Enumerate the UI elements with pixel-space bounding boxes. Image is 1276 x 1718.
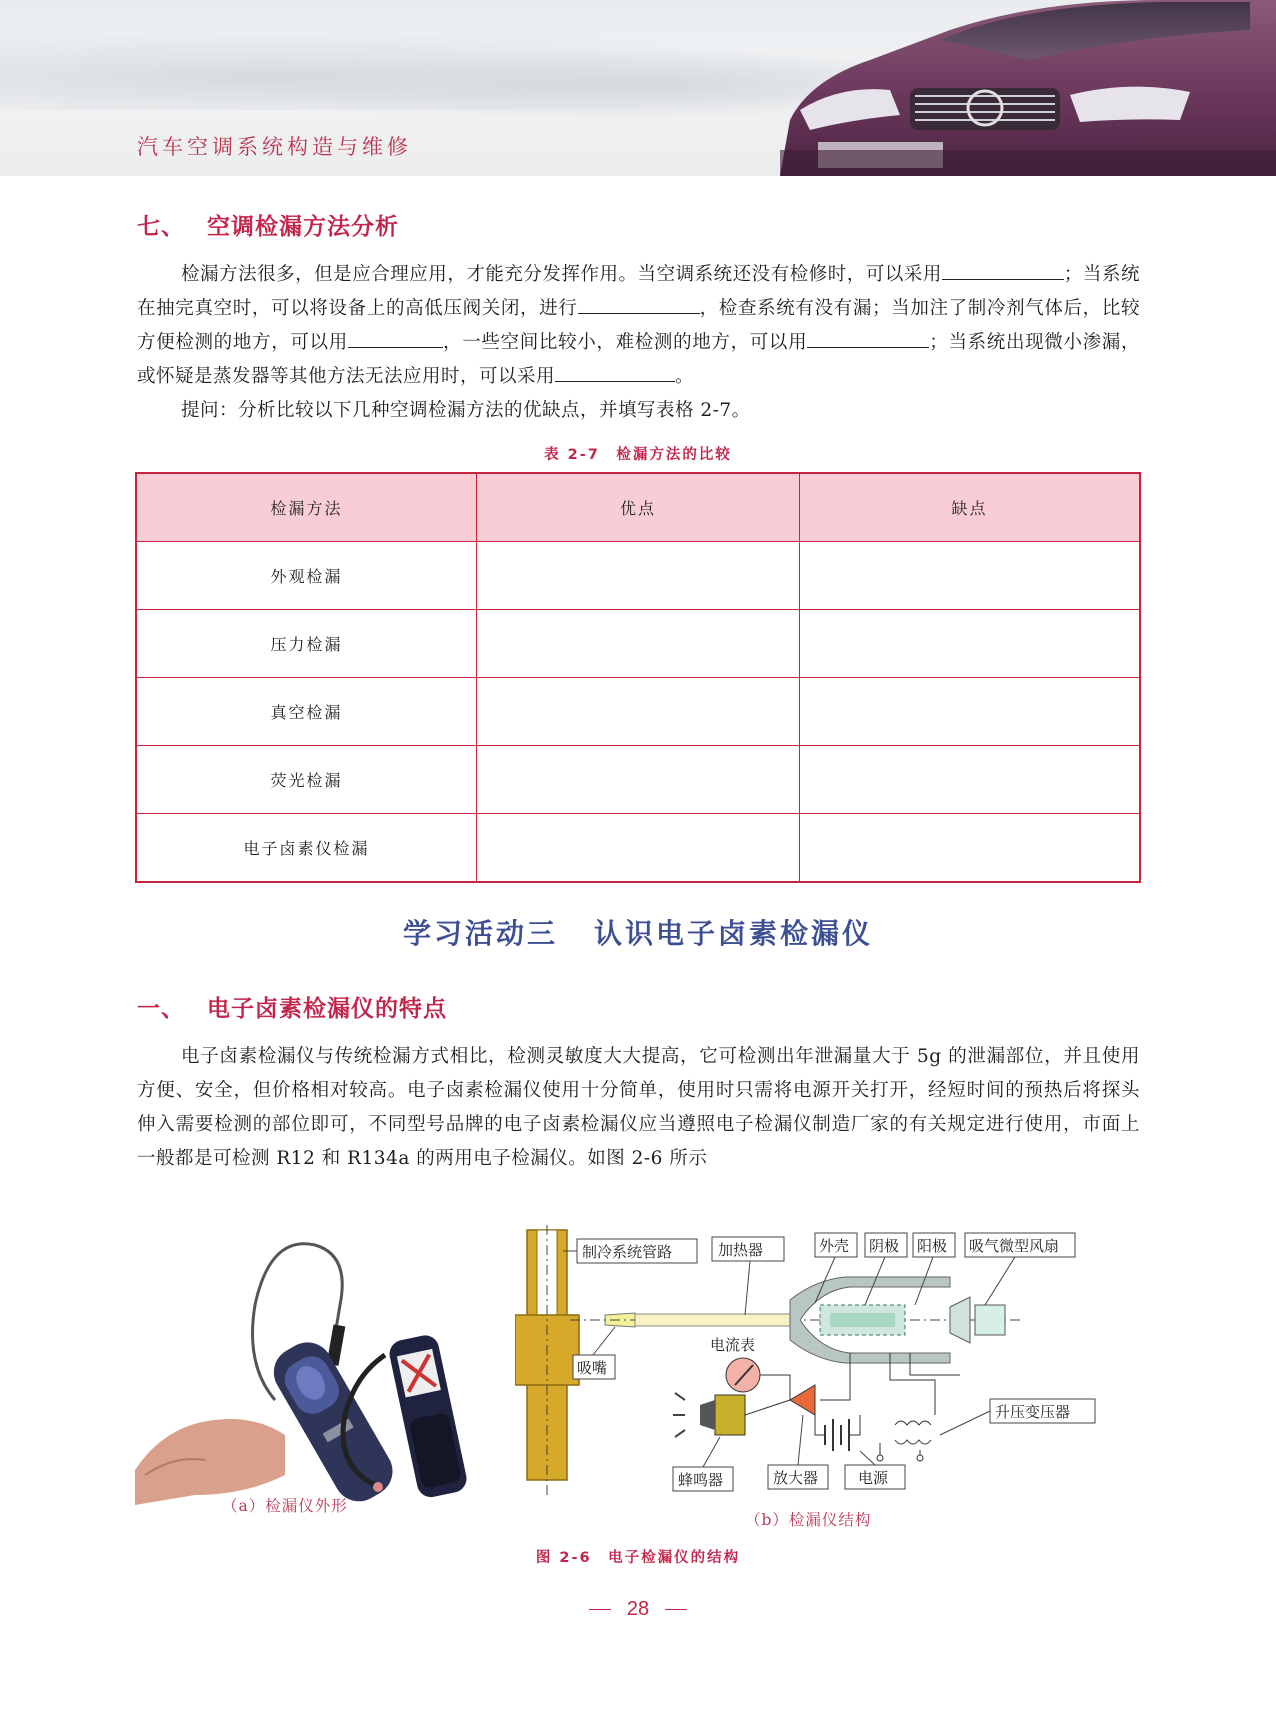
leak-detector-diagram [515,1225,1160,1505]
page-number-value: 28 [626,1598,650,1620]
section-title: 电子卤素检漏仪的特点 [207,996,447,1022]
figure-caption: 图 2-6 电子检漏仪的结构 [535,1550,741,1566]
page-number [0,1598,1276,1621]
diagram-label-transformer: 升压变压器 [995,1403,1071,1421]
table-row [136,610,1140,678]
answer-blank[interactable] [942,259,1064,280]
section-heading [137,208,399,241]
section-title: 空调检漏方法分析 [207,214,399,240]
question-text: 提问：分析比较以下几种空调检漏方法的优缺点，并填写表格 2-7。 [181,400,751,421]
body-paragraph [137,1040,1140,1176]
pros-cell[interactable] [477,746,800,814]
method-cell: 真空检漏 [136,678,477,746]
page-header [0,0,1276,176]
diagram-label-heater: 加热器 [718,1241,764,1259]
paragraph-text: 检漏方法很多，但是应合理应用，才能充分发挥作用。当空调系统还没有检修时，可以采用 [181,264,942,285]
paragraph-text: ，检查系统有没有漏；当加注了制冷剂气体后，比较方便检测的地方，可以用 [137,298,1140,353]
diagram-label-fan: 吸气微型风扇 [969,1237,1060,1255]
activity-title: 认识电子卤素检漏仪 [594,917,874,950]
table-row [136,678,1140,746]
diagram-label-amplifier: 放大器 [773,1469,819,1487]
answer-blank[interactable] [555,361,675,382]
section-number: 七、 [137,214,185,240]
method-cell: 外观检漏 [136,542,477,610]
cons-cell[interactable] [800,746,1141,814]
paragraph-text: 电子卤素检漏仪与传统检漏方式相比，检测灵敏度大大提高，它可检测出年泄漏量大于 5g 的泄漏部位，并且使用方便、安全，但价格相对较高。电子卤素检漏仪使用十分简单，使用时只需将电源开关打开，经短时间的预热后将探头伸入需要检测的部位即可，不同型号品牌的电子卤素检漏仪应当遵照电子检漏仪制造厂家的有关规定进行使用，市面上一般都是可检测 R12 和 R134a 的两用电子检漏仪。如图 2-6 所示 [137,1046,1140,1169]
diagram-label-power: 电源 [858,1469,889,1487]
section-number: 一、 [137,996,185,1022]
column-header: 检漏方法 [136,473,477,542]
page-number-dash [665,1609,687,1610]
table-caption: 表 2-7 检漏方法的比较 [544,447,732,463]
comparison-table [135,472,1141,883]
cons-cell[interactable] [800,814,1141,883]
diagram-label-nozzle: 吸嘴 [577,1359,608,1377]
pros-cell[interactable] [477,678,800,746]
answer-blank[interactable] [348,327,443,348]
cons-cell[interactable] [800,610,1141,678]
answer-blank[interactable] [578,293,700,314]
figure-caption-a: （a）检漏仪外形 [222,1497,348,1515]
method-cell: 电子卤素仪检漏 [136,814,477,883]
leak-detector-photo [135,1225,495,1515]
diagram-label-cathode: 阴极 [869,1237,900,1255]
diagram-label-buzzer: 蜂鸣器 [678,1471,724,1489]
figure-caption-b: （b）检漏仪结构 [745,1511,872,1529]
diagram-label-anode: 阳极 [917,1237,948,1255]
car-illustration [780,0,1276,176]
diagram-label-ammeter: 电流表 [710,1336,756,1354]
paragraph-text: ；当系统在抽完真空时，可以将设备上的高低压阀关闭，进行 [137,264,1140,319]
answer-blank[interactable] [807,327,929,348]
paragraph-text: ；当系统出现微小渗漏，或怀疑是蒸发器等其他方法无法应用时，可以采用 [137,332,1140,387]
table-row [136,814,1140,883]
activity-label: 学习活动三 [402,917,558,950]
cons-cell[interactable] [800,678,1141,746]
page-number-dash [589,1609,611,1610]
method-cell: 压力检漏 [136,610,477,678]
pros-cell[interactable] [477,610,800,678]
column-header: 缺点 [800,473,1141,542]
table-header-row [136,473,1140,542]
table-row [136,746,1140,814]
cons-cell[interactable] [800,542,1141,610]
column-header: 优点 [477,473,800,542]
section-heading [137,990,447,1023]
table-row [136,542,1140,610]
diagram-label-shell: 外壳 [819,1237,850,1255]
pros-cell[interactable] [477,814,800,883]
book-title: 汽车空调系统构造与维修 [137,135,412,159]
paragraph-text: ，一些空间比较小，难检测的地方，可以用 [442,332,808,353]
pros-cell[interactable] [477,542,800,610]
diagram-label-pipe: 制冷系统管路 [582,1243,673,1261]
fill-in-paragraph [137,258,1140,428]
paragraph-text: 。 [675,366,695,387]
method-cell: 荧光检漏 [136,746,477,814]
activity-heading [0,912,1276,952]
